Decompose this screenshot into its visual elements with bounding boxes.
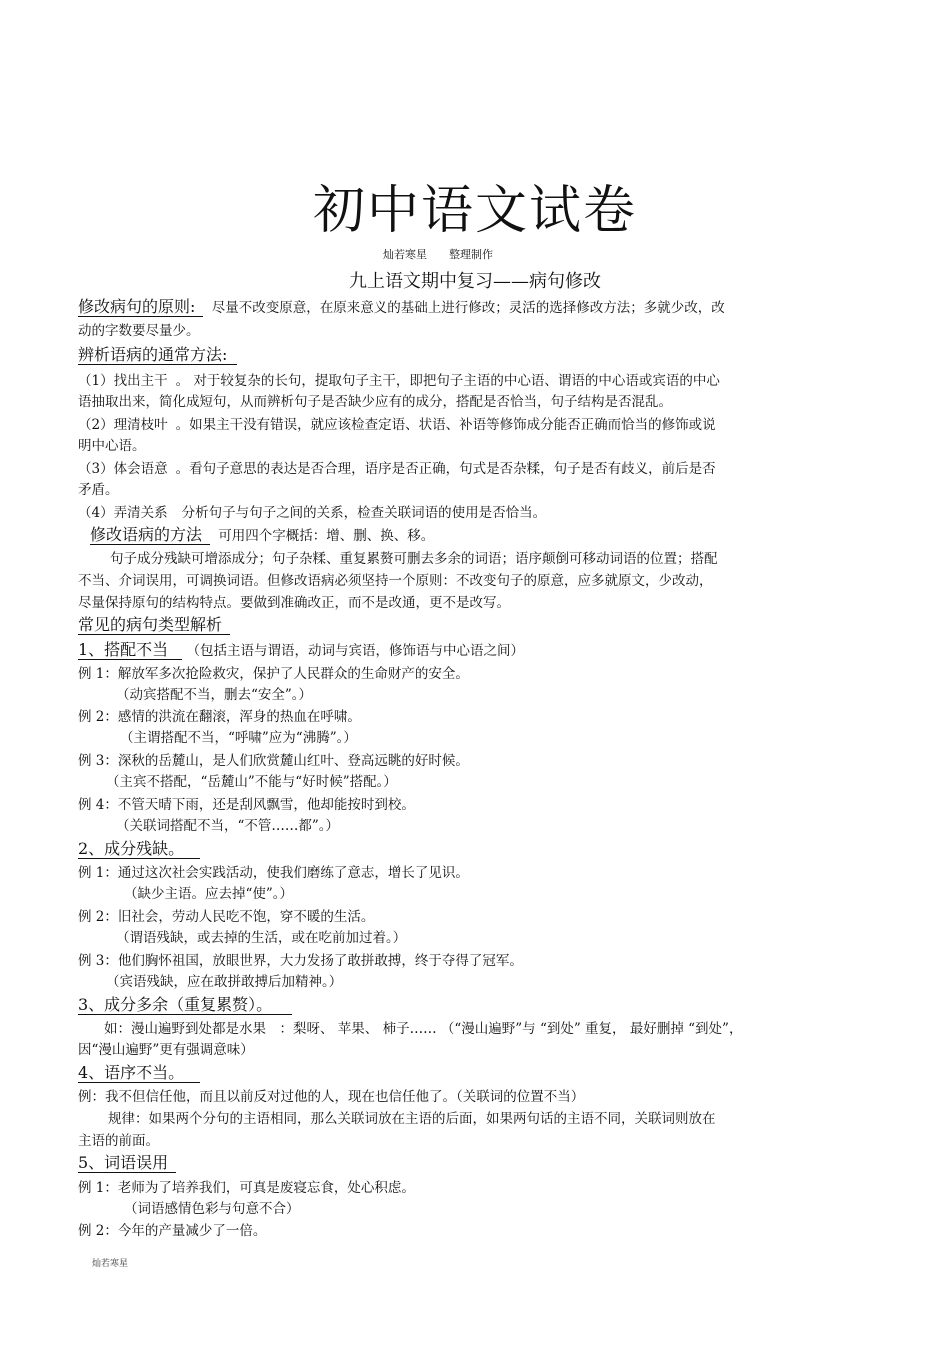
type-1-note: （包括主语与谓语，动词与宾语，修饰语与中心语之间） <box>186 643 524 659</box>
revise-line <box>90 526 434 545</box>
type-1-example-3-note: （主宾不搭配，“岳麓山”不能与“好时候”搭配。） <box>106 774 397 790</box>
author-line <box>383 246 493 262</box>
type-1-example-1-note: （动宾搭配不当，删去“安全”。） <box>116 687 313 703</box>
type-5-heading: 5、词语误用 <box>78 1154 176 1173</box>
revise-heading: 修改语病的方法 <box>90 526 210 545</box>
method-1-cont: 语抽取出来，简化成短句，从而辨析句子是否缺少应有的成分，搭配是否恰当，句子结构是否混乱。 <box>78 394 672 410</box>
method-4-line <box>78 504 546 522</box>
type-1-example-2: 例 2：感情的洪流在翻滚，浑身的热血在呼啸。 <box>78 709 361 725</box>
type-2-example-1-note: （缺少主语。应去掉“使”。） <box>124 886 294 902</box>
document-subtitle: 九上语文期中复习——病句修改 <box>349 271 601 292</box>
type-1-example-4-note: （关联词搭配不当，“不管……都”。） <box>116 818 340 834</box>
methods-heading: 辨析语病的通常方法: <box>78 346 237 365</box>
type-4-example-1: 例：我不但信任他，而且以前反对过他的人，现在也信任他了。（关联词的位置不当） <box>78 1089 585 1105</box>
principle-heading: 修改病句的原则: <box>78 298 203 317</box>
method-3-text: 。看句子意思的表达是否合理，语序是否正确，句式是否杂糅，句子是否有歧义，前后是否 <box>175 461 716 477</box>
method-4-text: 分析句子与句子之间的关系，检查关联词语的使用是否恰当。 <box>181 505 547 521</box>
type-5-example-1: 例 1：老师为了培养我们，可真是废寝忘食，处心积虑。 <box>78 1180 415 1196</box>
credit-text: 整理制作 <box>449 248 493 261</box>
type-2-line <box>78 840 200 859</box>
type-2-example-1: 例 1：通过这次社会实践活动，使我们磨练了意志，增长了见识。 <box>78 865 469 881</box>
method-2-label: （2）理清枝叶 <box>78 417 168 433</box>
type-2-example-3: 例 3：他们胸怀祖国，放眼世界，大力发扬了敢拼敢搏，终于夺得了冠军。 <box>78 953 523 969</box>
principle-text-2: 动的字数要尽量少。 <box>78 323 200 339</box>
type-4-rule-2: 主语的前面。 <box>78 1133 159 1149</box>
type-3-line <box>78 996 292 1015</box>
type-4-line <box>78 1064 200 1083</box>
types-heading-line <box>78 616 230 635</box>
type-1-example-3: 例 3：深秋的岳麓山，是人们欣赏麓山红叶、登高远眺的好时候。 <box>78 753 469 769</box>
type-2-example-2-note: （谓语残缺，或去掉的生活，或在吃前加过着。） <box>116 930 407 946</box>
type-4-heading: 4、语序不当。 <box>78 1064 200 1083</box>
method-1-label: （1）找出主干 <box>78 373 168 389</box>
type-4-rule-1: 规律：如果两个分句的主语相同，那么关联词放在主语的后面，如果两句话的主语不同，关联词则放在 <box>108 1111 716 1127</box>
method-3-label: （3）体会语意 <box>78 461 168 477</box>
type-5-example-1-note: （词语感情色彩与句意不合） <box>124 1201 300 1217</box>
principle-line <box>78 298 725 317</box>
type-5-example-2: 例 2：今年的产量减少了一倍。 <box>78 1223 267 1239</box>
method-3-line <box>78 460 716 478</box>
page-title: 初中语文试卷 <box>312 181 637 241</box>
type-3-example-1: 如：漫山遍野到处都是水果 ：梨呀、 苹果、 柿子…… （“漫山遍野”与 “到处” 重复， 最好删掉 “到处”， <box>104 1021 743 1037</box>
method-1-line <box>78 372 720 390</box>
type-1-example-1: 例 1：解放军多次抢险救灾，保护了人民群众的生命财产的安全。 <box>78 666 469 682</box>
method-2-line <box>78 416 716 434</box>
type-2-example-2: 例 2：旧社会，劳动人民吃不饱，穿不暖的生活。 <box>78 909 375 925</box>
method-4-label: （4）弄清关系 <box>78 505 168 521</box>
type-2-heading: 2、成分残缺。 <box>78 840 200 859</box>
type-1-line <box>78 641 524 660</box>
method-2-text: 。如果主干没有错误，就应该检查定语、状语、补语等修饰成分能否正确而恰当的修饰或说 <box>175 417 716 433</box>
type-3-example-1-cont: 因“漫山遍野”更有强调意味） <box>78 1042 254 1058</box>
method-2-cont: 明中心语。 <box>78 438 146 454</box>
revise-paragraph-1: 句子成分残缺可增添成分；句子杂糅、重复累赘可删去多余的词语；语序颠倒可移动词语的位置；搭配 <box>110 551 718 567</box>
method-1-text: 。 对于较复杂的长句，提取句子主干，即把句子主语的中心语、谓语的中心语或宾语的中心 <box>175 373 720 389</box>
type-3-heading: 3、成分多余（重复累赘）。 <box>78 996 292 1015</box>
type-5-line <box>78 1154 176 1173</box>
methods-heading-line <box>78 346 237 365</box>
type-1-example-4: 例 4：不管天晴下雨，还是刮风飘雪，他却能按时到校。 <box>78 797 415 813</box>
principle-text-1: 尽量不改变原意，在原来意义的基础上进行修改；灵活的选择修改方法；多就少改，改 <box>211 300 725 316</box>
method-3-cont: 矛盾。 <box>78 482 119 498</box>
type-1-heading: 1、搭配不当 <box>78 641 182 660</box>
types-heading: 常见的病句类型解析 <box>78 616 230 635</box>
type-2-example-3-note: （宾语残缺，应在敢拼敢搏后加精神。） <box>106 974 343 990</box>
revise-paragraph-2: 不当、介词误用，可调换词语。但修改语病必须坚持一个原则：不改变句子的原意，应多就原文，少改动， <box>78 573 713 589</box>
type-1-example-2-note: （主谓搭配不当，“呼啸”应为“沸腾”。） <box>120 730 357 746</box>
revise-paragraph-3: 尽量保持原句的结构特点。要做到准确改正，而不是改通，更不是改写。 <box>78 595 510 611</box>
page-footer: 灿若寒星 <box>92 1259 129 1269</box>
author-name: 灿若寒星 <box>383 248 427 261</box>
revise-intro: 可用四个字概括：增、删、换、移。 <box>218 528 435 544</box>
